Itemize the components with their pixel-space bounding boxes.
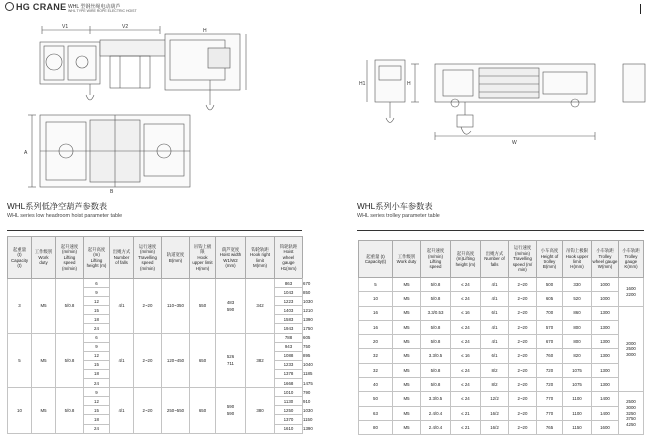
column-header: 吊钩上极 限 Hook upper limit H(mm) (190, 237, 216, 279)
table-cell: 12 (84, 297, 110, 306)
table-cell: 720 (537, 363, 563, 377)
table-row (359, 363, 644, 377)
right-table-title: WHL系列小车参数表 (357, 202, 433, 211)
table-cell: 12 (84, 397, 110, 406)
column-header: 工作级别 Work duty (393, 241, 421, 278)
logo-text: HG CRANE (16, 2, 67, 12)
table-cell: ≤ 24 (451, 292, 481, 306)
table-cell: 330 (563, 278, 592, 292)
table-cell: 483 590 (216, 279, 246, 334)
table-cell: M5 (32, 333, 56, 388)
table-cell: 2~20 (509, 420, 537, 434)
column-header: 起重量 (t) Capacity (t) (8, 237, 32, 279)
table-cell: ≤ 24 (451, 278, 481, 292)
table-row (359, 378, 644, 392)
table-cell: 1010 (275, 388, 303, 397)
table-cell: 1000 (592, 278, 619, 292)
table-header-row (359, 241, 644, 278)
table-cell: 24 (84, 424, 110, 433)
table-cell: 2~20 (509, 406, 537, 420)
table-cell: 2~20 (509, 378, 537, 392)
table-cell: 2~20 (134, 388, 162, 433)
table-row: 12 1223 1030 (8, 297, 303, 306)
document-subtitle: WHL TYPE WIRE ROPE ELECTRIC HOIST (68, 9, 137, 13)
table-cell: 5 (359, 278, 393, 292)
table-cell: 5/0.8 (421, 378, 451, 392)
table-cell: 18 (84, 315, 110, 324)
edge-marker (640, 4, 641, 14)
table-cell: 5 (8, 333, 32, 388)
table-cell: 2~20 (509, 320, 537, 334)
table-cell: 9 (84, 288, 110, 297)
table-cell: 80 (359, 420, 393, 434)
table-cell: 110~350 (162, 279, 190, 334)
table-cell: 1000 (592, 292, 619, 306)
brand-logo (5, 2, 66, 12)
table-cell: 5/0.8 (421, 335, 451, 349)
column-header: 小车轨距 Trolley wheel gauge W(mm) (592, 241, 619, 278)
table-cell: 570 (537, 320, 563, 334)
table-cell: 1043 (275, 288, 303, 297)
table-cell: 1300 (592, 320, 619, 334)
table-cell: M5 (393, 335, 421, 349)
table-cell: 670 (537, 335, 563, 349)
table-row: 9 943 750 (8, 342, 303, 351)
table-cell: 2.4/0.4 (421, 420, 451, 434)
table-row: 24 1668 1475 (8, 379, 303, 388)
table-cell: 1600 (592, 420, 619, 434)
column-header: 吊钩上极限 Hook upper limit H(mm) (563, 241, 592, 278)
table-row (359, 306, 644, 320)
dim-label: H (407, 81, 411, 87)
page-header (0, 0, 650, 18)
table-row: 18 1583 1390 (8, 315, 303, 324)
table-cell: M5 (393, 349, 421, 363)
table-cell: 5/0.8 (56, 388, 84, 433)
table-cell: 520 (563, 292, 592, 306)
table-cell: 24 (84, 324, 110, 333)
table-cell: 18 (84, 415, 110, 424)
table-cell: 20 (359, 335, 393, 349)
table-row (359, 335, 644, 349)
table-cell: 1403 (275, 306, 303, 315)
table-row (359, 292, 644, 306)
table-cell: 1300 (592, 378, 619, 392)
table-cell: 1300 (592, 363, 619, 377)
table-cell: 32 (359, 363, 393, 377)
table-cell: 1370 (275, 415, 303, 424)
table-cell: 1300 (592, 306, 619, 320)
table-cell: 605 (537, 292, 563, 306)
table-cell: 4/1 (481, 335, 509, 349)
table-cell: 770 (537, 406, 563, 420)
low-headroom-parameter-table (7, 236, 313, 434)
table-cell: 1400 (592, 406, 619, 420)
table-cell: 700 (537, 306, 563, 320)
table-cell: 6 (84, 279, 110, 288)
table-cell: 2~20 (509, 363, 537, 377)
table-cell: M5 (393, 420, 421, 434)
table-row: 24 1610 1390 (8, 424, 303, 433)
table-cell: 4/1 (110, 279, 134, 334)
table-cell: 5/0.8 (421, 278, 451, 292)
table-cell: ≤ 24 (451, 392, 481, 406)
document-title: WHL 型钢丝绳电动葫芦 (68, 4, 121, 10)
logo-mark-icon (5, 2, 14, 11)
table-row (359, 278, 644, 292)
table-cell: 863 (275, 279, 303, 288)
table-cell: 6 (84, 333, 110, 342)
table-cell: M5 (32, 279, 56, 334)
dim-label: V1 (62, 24, 69, 30)
table-cell: 760 (537, 349, 563, 363)
column-header: 葫芦宽度 Hoist width W1/W2 (mm) (216, 237, 246, 279)
table-cell: 1668 (275, 379, 303, 388)
table-cell: 5/0.8 (421, 363, 451, 377)
table-cell: M5 (393, 320, 421, 334)
table-cell: 15 (84, 360, 110, 369)
table-cell: 1150 (563, 420, 592, 434)
table-cell: ≤ 24 (451, 335, 481, 349)
table-cell: 500 (537, 278, 563, 292)
table-cell: 1583 (275, 315, 303, 324)
table-cell: 32 (359, 349, 393, 363)
table-cell: 16/2 (481, 406, 509, 420)
column-header: 运行速度 (m/min) Travelling speed (m/ min) (509, 241, 537, 278)
table-cell: 16 (359, 306, 393, 320)
table-cell: 943 (275, 342, 303, 351)
left-table-title: WHL系列低净空葫芦参数表 (7, 202, 108, 211)
table-row (359, 406, 644, 420)
table-cell: 3 (8, 279, 32, 334)
table-cell: M5 (393, 306, 421, 320)
dim-label: B (110, 189, 114, 195)
table-row: 15 1250 1030 (8, 406, 303, 415)
right-divider (357, 230, 644, 231)
table-cell: 4/1 (481, 320, 509, 334)
table-cell: 720 (537, 378, 563, 392)
table-cell: 1233 (275, 360, 303, 369)
table-row: 15 1233 1040 (8, 360, 303, 369)
table-cell: 1100 (563, 406, 592, 420)
table-cell: 2~20 (509, 278, 537, 292)
table-cell: 1610 (275, 424, 303, 433)
table-cell: 788 (275, 333, 303, 342)
table-cell: 8/2 (481, 378, 509, 392)
table-cell: 2~20 (509, 335, 537, 349)
table-cell: ≤ 24 (451, 320, 481, 334)
column-header: 工作级别 Work duty (32, 237, 56, 279)
table-cell: 4/1 (110, 388, 134, 433)
dim-label: H (203, 28, 207, 34)
table-cell: 800 (563, 335, 592, 349)
table-cell: 2~20 (134, 333, 162, 388)
table-cell: 250~550 (162, 388, 190, 433)
table-cell: 40 (359, 378, 393, 392)
table-row (359, 320, 644, 334)
table-cell: 1088 (275, 351, 303, 360)
table-row: 10 M5 5/0.8 9 4/1 2~20 250~550 650 590 590 380 1010 790 (8, 388, 303, 397)
table-cell: 1300 (592, 349, 619, 363)
table-cell: M5 (393, 392, 421, 406)
table-cell: 9 (84, 342, 110, 351)
dim-label: A (24, 150, 28, 156)
table-row: 9 1043 850 (8, 288, 303, 297)
table-cell: 15 (84, 306, 110, 315)
table-cell: 2000 2500 3000 (619, 306, 644, 392)
table-cell: M5 (393, 278, 421, 292)
table-cell: M5 (32, 388, 56, 433)
column-header: 出绳方式 Number of falls (110, 237, 134, 279)
column-header: 钩轮轨距 Hook right limit M(mm) (246, 237, 275, 279)
table-cell: 1600 2200 (619, 278, 644, 307)
table-cell: 12/2 (481, 392, 509, 406)
table-cell: 120~450 (162, 333, 190, 388)
table-cell: M5 (393, 406, 421, 420)
table-cell: 18 (84, 369, 110, 378)
table-cell: 63 (359, 406, 393, 420)
table-cell: 2~20 (509, 349, 537, 363)
trolley-parameter-table (358, 240, 644, 435)
table-cell: 5/0.8 (56, 333, 84, 388)
table-cell: 10 (8, 388, 32, 433)
table-cell: 5/0.8 (421, 292, 451, 306)
table-row (359, 420, 644, 434)
table-cell: 15 (84, 406, 110, 415)
low-headroom-hoist-drawing (10, 20, 250, 195)
column-header: 轨道宽度 B(mm) (162, 237, 190, 279)
table-cell: 526 711 (216, 333, 246, 388)
table-row (359, 392, 644, 406)
column-header: 小车轨距 Trolley gauge K(mm) (619, 241, 644, 278)
table-cell: ≤ 24 (451, 378, 481, 392)
table-cell: 6/1 (481, 306, 509, 320)
right-table-subtitle: WHL series trolley parameter table (357, 213, 440, 219)
table-row: 18 1370 1150 (8, 415, 303, 424)
column-header: 钩轮轨距 Hoist wheel gauge H1(mm) (275, 237, 303, 279)
table-cell: 1130 (275, 397, 303, 406)
table-cell: 1400 (592, 392, 619, 406)
table-cell: M5 (393, 363, 421, 377)
column-header: 起升速度 (m/min) Lifting speed (421, 241, 451, 278)
table-cell: 2~20 (134, 279, 162, 334)
table-cell: 1378 (275, 369, 303, 378)
table-cell: 10 (359, 292, 393, 306)
table-cell: ≤ 16 (451, 349, 481, 363)
column-header: 起升高度 (m) Lifting height (m) (84, 237, 110, 279)
table-cell: 550 (190, 279, 216, 334)
table-cell: 1100 (563, 392, 592, 406)
table-cell: ≤ 16 (451, 306, 481, 320)
table-cell: 8/2 (481, 363, 509, 377)
trolley-hoist-drawing (355, 40, 650, 160)
table-cell: 1250 (275, 406, 303, 415)
table-cell: 1943 (275, 324, 303, 333)
table-cell: 2.4/0.4 (421, 406, 451, 420)
table-cell: 1075 (563, 363, 592, 377)
left-table-subtitle: WHL series low headroom hoist parameter table (7, 213, 123, 219)
table-row: 12 1130 910 (8, 397, 303, 406)
table-cell: 16/2 (481, 420, 509, 434)
table-cell: 6/1 (481, 349, 509, 363)
table-row: 12 1088 895 (8, 351, 303, 360)
table-row (359, 349, 644, 363)
table-row: 15 1403 1210 (8, 306, 303, 315)
table-row: 18 1378 1185 (8, 369, 303, 378)
column-header: 起升速度 (m/min) Lifting speed (m/min) (56, 237, 84, 279)
table-cell: 5/0.8 (421, 320, 451, 334)
column-header: 运行速度 (m/min) Travelling speed (m/min) (134, 237, 162, 279)
column-header: 起升高度 (m)Lifting height (m) (451, 241, 481, 278)
table-cell: 24 (84, 379, 110, 388)
table-cell: 4/1 (110, 333, 134, 388)
dim-label: V2 (122, 24, 129, 30)
table-cell: 3.3/0.5 (421, 392, 451, 406)
table-cell: 650 (190, 388, 216, 433)
table-cell: 2~20 (509, 306, 537, 320)
table-cell: 382 (246, 333, 275, 388)
table-cell: 800 (563, 320, 592, 334)
table-row: 3 M5 5/0.8 6 4/1 2~20 110~350 550 483 590 342 863 670 (8, 279, 303, 288)
left-divider (7, 230, 302, 231)
column-header: 出绳方式 Number of falls (481, 241, 509, 278)
table-cell: ≤ 21 (451, 420, 481, 434)
table-cell: 5/0.8 (56, 279, 84, 334)
table-cell: 50 (359, 392, 393, 406)
table-cell: M5 (393, 292, 421, 306)
table-cell: 380 (246, 388, 275, 433)
table-cell: 590 590 (216, 388, 246, 433)
table-cell: M5 (393, 378, 421, 392)
table-header-row (8, 237, 303, 279)
column-header: 小车高度 Height of trolley B(mm) (537, 241, 563, 278)
table-cell: 650 (190, 333, 216, 388)
table-cell: 2500 3000 3250 3750 4250 (619, 392, 644, 435)
table-cell: 342 (246, 279, 275, 334)
table-cell: 12 (84, 351, 110, 360)
table-cell: 9 (84, 388, 110, 397)
dim-label: H1 (359, 81, 366, 87)
column-header: 起重量 (t) Capacity(t) (359, 241, 393, 278)
table-cell: 4/1 (481, 278, 509, 292)
table-cell: 3.3/0.5 (421, 349, 451, 363)
table-cell: 860 (563, 306, 592, 320)
dim-label: W (512, 140, 517, 146)
table-cell: 1223 (275, 297, 303, 306)
table-cell: 2~20 (509, 292, 537, 306)
table-cell: 3.3/0.53 (421, 306, 451, 320)
table-cell: ≤ 21 (451, 406, 481, 420)
table-cell: 4/1 (481, 292, 509, 306)
table-cell: 1075 (563, 378, 592, 392)
table-cell: 16 (359, 320, 393, 334)
table-cell: 2~20 (509, 392, 537, 406)
table-cell: 770 (537, 392, 563, 406)
table-cell: 1300 (592, 335, 619, 349)
table-cell: 765 (537, 420, 563, 434)
table-cell: ≤ 24 (451, 363, 481, 377)
table-row: 5 M5 5/0.8 6 4/1 2~20 120~450 650 526 711 382 788 605 (8, 333, 303, 342)
table-cell: 820 (563, 349, 592, 363)
table-row: 24 1943 1750 (8, 324, 303, 333)
